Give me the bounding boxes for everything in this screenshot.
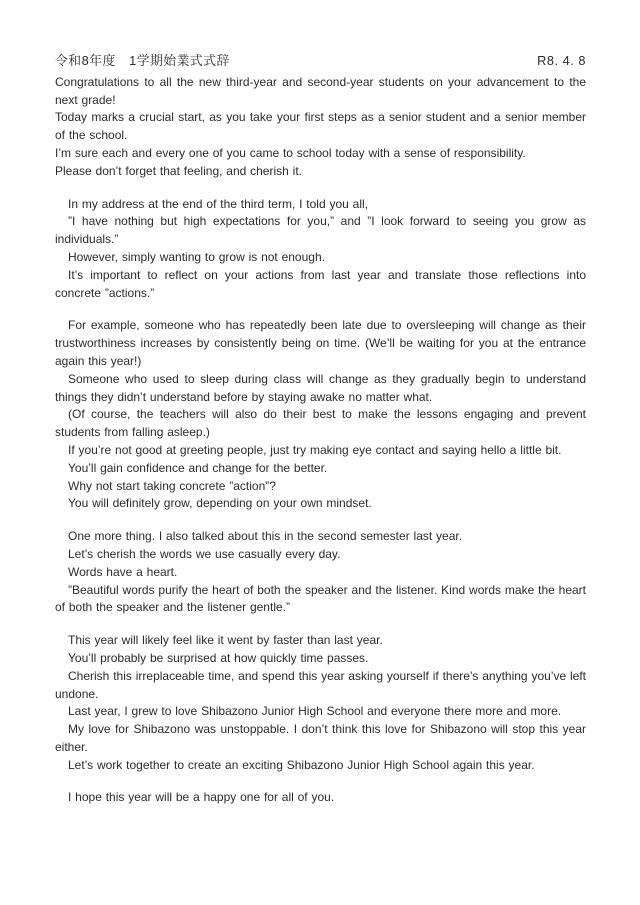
paragraph: However, simply wanting to grow is not enough.	[68, 249, 325, 264]
paragraph: Last year, I grew to love Shibazono Junior High School and everyone there more and more.	[68, 704, 562, 719]
paragraph: You’ll gain confidence and change for the better.	[68, 460, 328, 475]
paragraph-block	[55, 74, 586, 181]
paragraph: Let’s work together to create an exciting Shibazono Junior High School again this year.	[68, 757, 535, 772]
paragraph-block	[55, 317, 586, 513]
paragraph-block	[55, 196, 586, 303]
paragraph: (Of course, the teachers will also do their best to make the lessons engaging and prevent students from falling asleep.)	[55, 407, 586, 440]
paragraph: I’m sure each and every one of you came to school today with a sense of responsibility.	[55, 145, 526, 160]
paragraph: Cherish this irreplaceable time, and spend this year asking yourself if there’s anything you’ve left undone.	[55, 668, 586, 701]
paragraph: I hope this year will be a happy one for all of you.	[68, 790, 335, 805]
paragraph: Today marks a crucial start, as you take your first steps as a senior student and a senior member of the school.	[55, 110, 586, 143]
document-title: 令和8年度 1学期始業式式辞	[55, 53, 230, 68]
document-header	[55, 52, 586, 70]
paragraph-block	[55, 789, 586, 807]
paragraph: Why not start taking concrete ”action”?	[68, 478, 276, 493]
document-date: R8. 4. 8	[537, 53, 586, 68]
paragraph: Someone who used to sleep during class will change as they gradually begin to understand things they didn’t understand before by staying awake no matter what.	[55, 371, 586, 404]
paragraph: For example, someone who has repeatedly been late due to oversleeping will change as their trustworthiness increases by consistently being on time. (We’ll be waiting for you at the entrance again this year!)	[55, 318, 586, 368]
paragraph: ”I have nothing but high expectations for you,” and ”I look forward to seeing you grow as individuals.”	[55, 214, 586, 247]
paragraph: Congratulations to all the new third-year and second-year students on your advancement to the next grade!	[55, 74, 586, 107]
paragraph: One more thing. I also talked about this in the second semester last year.	[68, 529, 463, 544]
paragraph-block	[55, 528, 586, 617]
paragraph: Let’s cherish the words we use casually every day.	[68, 546, 341, 561]
paragraph: ”Beautiful words purify the heart of both the speaker and the listener. Kind words make the heart of both the speaker and the listener gentle.”	[55, 582, 586, 615]
paragraph: This year will likely feel like it went by faster than last year.	[68, 633, 383, 648]
paragraph-block	[55, 632, 586, 774]
paragraph: My love for Shibazono was unstoppable. I don’t think this love for Shibazono will stop this year either.	[55, 722, 586, 754]
paragraph: You’ll probably be surprised at how quickly time passes.	[68, 650, 369, 665]
paragraph: You will definitely grow, depending on your own mindset.	[68, 496, 372, 511]
paragraph: Words have a heart.	[68, 564, 178, 579]
paragraph: It’s important to reflect on your actions from last year and translate those reflections into concrete ”actions.”	[55, 267, 586, 300]
paragraph: In my address at the end of the third term, I told you all,	[68, 196, 368, 211]
document-body	[55, 74, 586, 807]
paragraph: Please don’t forget that feeling, and cherish it.	[55, 163, 302, 178]
paragraph: If you’re not good at greeting people, just try making eye contact and saying hello a little bit.	[68, 442, 562, 457]
